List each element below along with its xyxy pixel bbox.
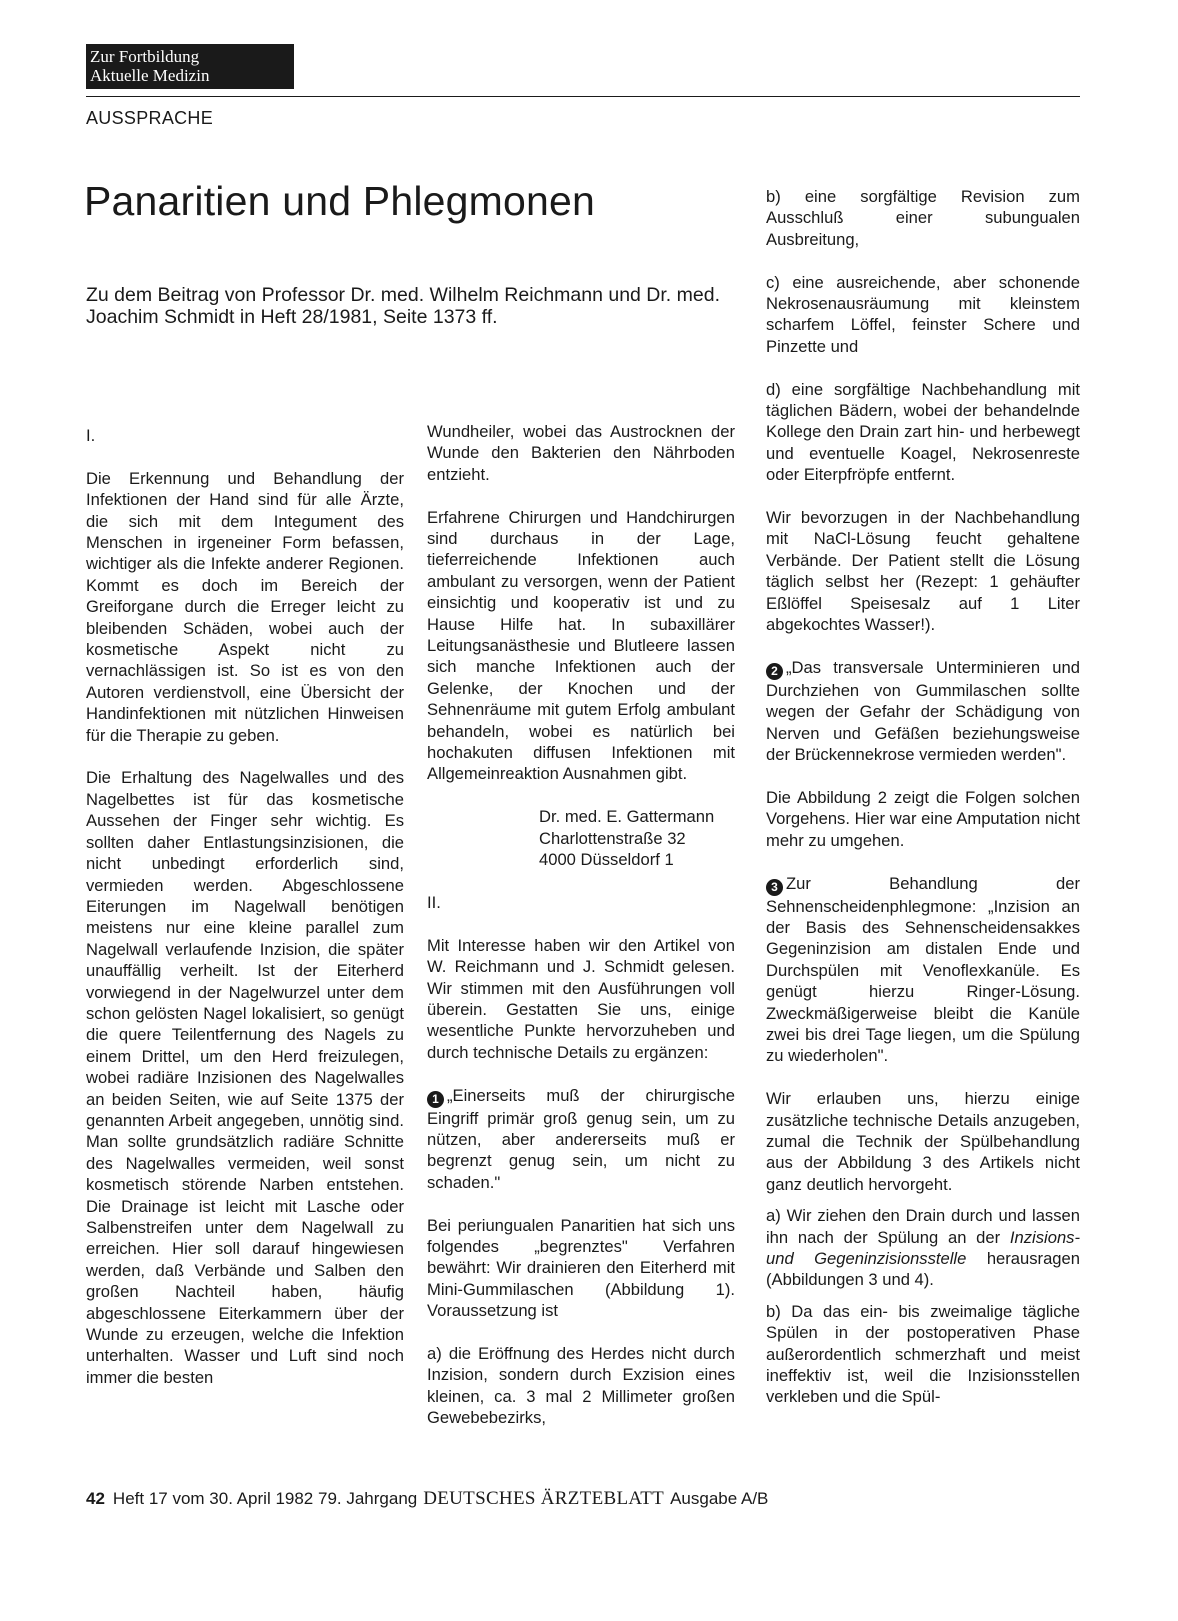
- author-city: 4000 Düsseldorf 1: [539, 850, 674, 870]
- paragraph: Wir bevorzugen in der Nachbehandlung mit NaCl-Lösung feucht gehaltene Verbände. Der Patient stellt die Lösung täglich selbst her (Rezept: 1 gehäufter Eßlöffel Speisesalz auf 1 Liter abgekochtes Wasser!).: [766, 508, 1080, 635]
- list-item: b) Da das ein- bis zweimalige tägliche Spülen in der postoperativen Phase außerordentlich schmerzhaft und meist ineffektiv ist, weil die Inzisionsstellen verkleben und die Spül-: [766, 1301, 1080, 1407]
- author-address: [427, 806, 735, 870]
- list-item-text: herausragen (Abbildungen 3 und 4).: [766, 1248, 1080, 1290]
- list-item: c) eine ausreichende, aber schonende Nekrosenausräumung mit kleinstem scharfem Löffel, feinster Schere und Pinzette und: [766, 272, 1080, 356]
- paragraph: Die Abbildung 2 zeigt die Folgen solchen Vorgehens. Hier war eine Amputation nicht mehr zu umgehen.: [766, 787, 1080, 850]
- issue-info: Heft 17 vom 30. April 1982 79. Jahrgang: [112, 1489, 418, 1508]
- column-left: [86, 425, 404, 1410]
- paragraph: Wundheiler, wobei das Austrocknen der Wunde den Bakterien den Nährboden entzieht.: [427, 422, 735, 484]
- emphasis-text: Inzisions- und Gegeninzisionsstelle: [766, 1227, 1080, 1268]
- section-label-box: [86, 44, 294, 89]
- paragraph: Die Erkennung und Behandlung der Infektionen der Hand sind für alle Ärzte, die sich mit dem Integument des Menschen in irgeneiner Form befassen, wichtiger als die Infekte anderer Regionen. Kommt es doch im Bereich der Greiforgane durch die Erreger leicht zu bleibenden Schäden, wobei auch der kosmetische Aspekt nicht zu vernachlässigen ist. So ist es von den Autoren verdienstvoll, eine Übersicht der Handinfektionen mit nützlichen Hinweisen für die Therapie zu geben.: [86, 468, 404, 745]
- paragraph: Wir erlauben uns, hierzu einige zusätzliche technische Details anzugeben, zumal die Technik der Spülbehandlung aus der Abbildung 3 des Artikels nicht ganz deutlich hervorgeht.: [766, 1089, 1080, 1194]
- quote-text: „Einerseits muß der chirurgische Eingriff primär groß genug sein, um zu nützen, aber andererseits muß er begrenzt genug sein, um nicht zu schaden.": [427, 1085, 735, 1192]
- quote-text: „Das transversale Unterminieren und Durchziehen von Gummilaschen sollte wegen der Gefahr der Schädigung von Nerven und Gefäßen beziehungsweise der Brückennekrose vermieden werden".: [766, 657, 1080, 765]
- number-badge-icon: 3: [766, 879, 783, 896]
- list-item: [766, 1205, 1080, 1291]
- column-right: [766, 186, 1080, 1429]
- column-middle: [427, 421, 735, 1450]
- paragraph: Mit Interesse haben wir den Artikel von W. Reichmann und J. Schmidt gelesen. Wir stimmen mit den Ausführungen voll überein. Gestatten Sie uns, einige wesentliche Punkte hervorzuheben und durch technische Details zu ergänzen:: [427, 935, 735, 1062]
- quote-paragraph: [766, 657, 1080, 766]
- page-number: 42: [86, 1489, 105, 1508]
- journal-name: DEUTSCHES ÄRZTEBLATT: [423, 1488, 665, 1509]
- author-street: Charlottenstraße 32: [539, 828, 686, 848]
- list-item: b) eine sorgfältige Revision zum Ausschluß einer subungualen Ausbreitung,: [766, 187, 1080, 249]
- author-name: Dr. med. E. Gattermann: [539, 807, 715, 827]
- quote-paragraph: [766, 873, 1080, 1067]
- edition-info: Ausgabe A/B: [670, 1489, 769, 1508]
- paragraph: Bei periungualen Panaritien hat sich uns folgendes „begrenztes" Verfahren bewährt: Wir drainieren den Eiterherd mit Mini-Gummilaschen (Abbildung 1). Voraussetzung ist: [427, 1215, 735, 1321]
- paragraph: Erfahrene Chirurgen und Handchirurgen sind durchaus in der Lage, tieferreichende Infektionen auch ambulant zu versorgen, wenn der Patient einsichtig und kooperativ ist und zu Hause Hilfe hat. In subaxillärer Leitungsanästhesie und Blutleere lassen sich manche Infektionen auch der Gelenke, der Knochen und der Sehnenräume mit gutem Erfolg ambulant behandeln, wobei es natürlich bei hochakuten diffusen Infektionen mit Allgemeinreaktion Ausnahmen gibt.: [427, 507, 735, 784]
- section-heading: AUSSPRACHE: [86, 108, 214, 128]
- label-line-2: Aktuelle Medizin: [90, 66, 210, 85]
- article-title: Panaritien und Phlegmonen: [84, 178, 596, 224]
- list-item: d) eine sorgfältige Nachbehandlung mit täglichen Bädern, wobei der behandelnde Kollege den Drain zart hin- und herbewegt und eventuelle Koagel, Nekrosenreste oder Eiterpfröpfe entfernt.: [766, 379, 1080, 485]
- page-footer: [86, 1488, 768, 1510]
- number-badge-icon: 1: [427, 1091, 444, 1108]
- label-line-1: Zur Fortbildung: [90, 47, 200, 66]
- paragraph: Die Erhaltung des Nagelwalles und des Nagelbettes ist für das kosmetische Aussehen der Finger sehr wichtig. Es sollten daher Entlastungsinzisionen, die nicht unbedingt erforderlich sind, vermieden werden. Abgeschlossene Eiterungen im Nagelwall benötigen meistens nur eine kleine parallel zum Nagelwall verlaufende Inzision, die später unauffällig verheilt. Ist der Eiterherd vorwiegend in der Nagelwurzel unter dem schon gelösten Nagel lokalisiert, so genügt die quere Teilentfernung des Nagels zu einem Drittel, um den Herd freizulegen, wobei radiäre Inzisionen des Nagelwalles an beiden Seiten, wie auf Seite 1375 der genannten Arbeit angegeben, unnötig sind. Man sollte grundsätzlich radiäre Schnitte des Nagelwalles vermeiden, weil sonst kosmetisch störende Narben entstehen. Die Drainage ist leicht mit Lasche oder Salbenstreifen unter dem Nagelwall zu erreichen. Hier soll darauf hingewiesen werden, daß Verbände und Salben den großen Nachteil haben, häufig abgeschlossene Eiterkammern über der Wunde zu erzeugen, welche die Infektion unterhalten. Wasser und Luft sind noch immer die besten: [86, 768, 404, 1387]
- quote-paragraph: [427, 1085, 735, 1194]
- number-badge-icon: 2: [766, 663, 783, 680]
- quote-text: Zur Behandlung der Sehnenscheidenphlegmone: „Inzision an der Basis des Sehnenscheidensakkes Gegeninzision am distalen Ende und Durchspülen mit Venoflexkanüle. Es genügt hierzu Ringer-Lösung. Zweckmäßigerweise bleibt die Kanüle zwei bis drei Tage liegen, um die Spülung zu wiederholen".: [766, 873, 1080, 1066]
- list-item: a) die Eröffnung des Herdes nicht durch Inzision, sondern durch Exzision eines kleinen, ca. 3 mal 2 Millimeter großen Gewebebezirks,: [427, 1343, 735, 1428]
- part-numeral: I.: [86, 426, 96, 445]
- top-rule: [86, 96, 1080, 97]
- list-item-text: a) Wir ziehen den Drain durch und lassen ihn nach der Spülung an der: [766, 1206, 1080, 1247]
- part-numeral: II.: [427, 892, 441, 912]
- article-subtitle: Zu dem Beitrag von Professor Dr. med. Wilhelm Reichmann und Dr. med. Joachim Schmidt in Heft 28/1981, Seite 1373 ff.: [86, 284, 720, 328]
